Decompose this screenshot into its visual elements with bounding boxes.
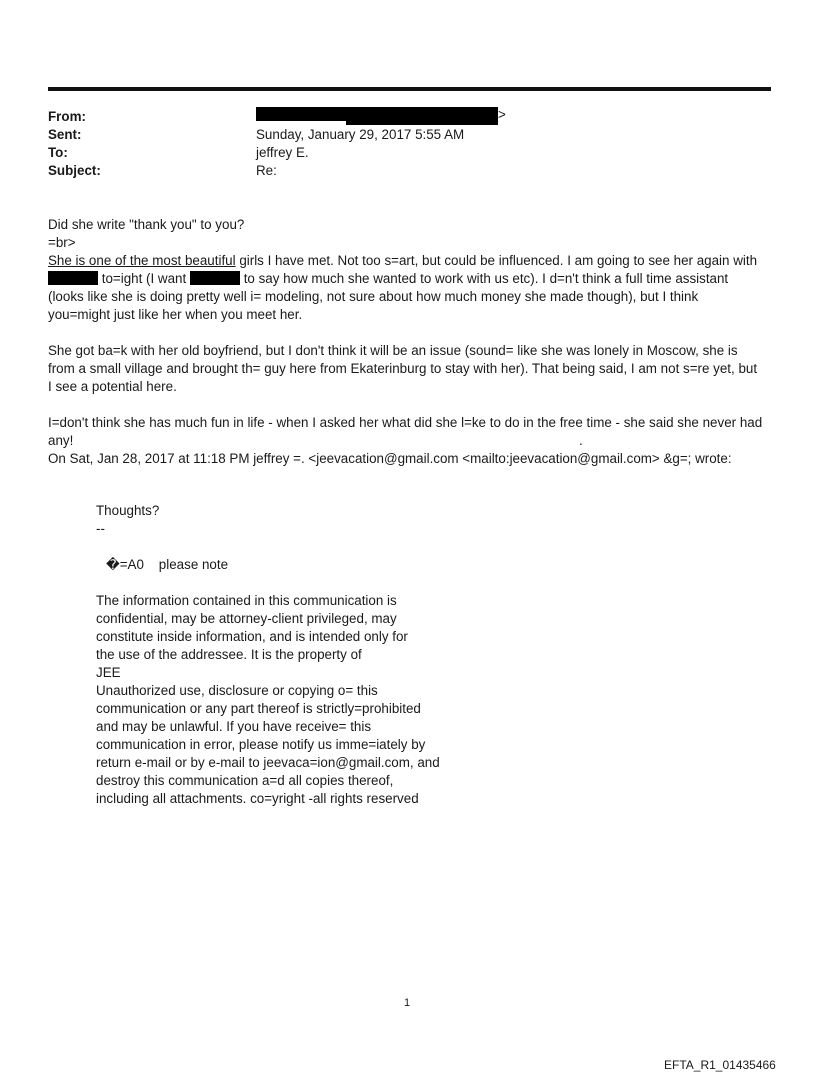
disclaimer-line: communication or any part thereof is strictly=prohibited — [96, 701, 421, 716]
subject-label: Subject: — [48, 163, 101, 178]
body-line: you=might just like her when you meet her. — [48, 307, 303, 322]
disclaimer-line: The information contained in this communication is — [96, 593, 397, 608]
bates-number: EFTA_R1_01435466 — [664, 1058, 776, 1072]
disclaimer-line: constitute inside information, and is intended only for — [96, 629, 408, 644]
to-value: jeffrey E. — [256, 145, 309, 160]
disclaimer-line: JEE — [96, 665, 121, 680]
body-line: She got ba=k with her old boyfriend, but I don't think it will be an issue (sound= like she was lonely in Moscow, she is — [48, 343, 738, 358]
body-text: to say how much she wanted to work with us etc). I d=n't think a full time assistant — [243, 271, 729, 286]
email-body — [48, 216, 774, 468]
redaction-box — [346, 107, 498, 125]
redaction-box — [48, 271, 98, 285]
quoted-line: Thoughts? — [96, 503, 160, 518]
sent-label: Sent: — [48, 127, 82, 142]
from-value — [256, 106, 506, 125]
body-line-rest: girls I have met. Not too s=art, but could be influenced. I am going to see her again with — [235, 253, 758, 268]
body-text: any! — [48, 433, 74, 448]
sent-value: Sunday, January 29, 2017 5:55 AM — [256, 127, 465, 142]
disclaimer-line: confidential, may be attorney-client privileged, may — [96, 611, 397, 626]
body-text: . — [579, 433, 583, 448]
disclaimer-line: destroy this communication a=d all copies thereof, — [96, 773, 394, 788]
subject-value: Re: — [256, 163, 277, 178]
disclaimer-line: Unauthorized use, disclosure or copying o= this — [96, 683, 378, 698]
redaction-box — [190, 271, 240, 285]
reply-attribution: On Sat, Jan 28, 2017 at 11:18 PM jeffrey =. <jeevacation@gmail.com <mailto:jeevacation@gmail.com> &g=; wrote: — [48, 451, 732, 466]
body-line: I=don't think she has much fun in life - when I asked her what did she l=ke to do in the free time - she said she never had — [48, 415, 763, 430]
redaction-box — [256, 107, 346, 121]
body-line: I see a potential here. — [48, 379, 177, 394]
disclaimer-line: and may be unlawful. If you have receive= this — [96, 719, 372, 734]
underlined-text: She is one of the most beautiful — [48, 253, 236, 268]
body-line — [48, 432, 774, 450]
body-line: (looks like she is doing pretty well i= modeling, not sure about how much money she made though), but I think — [48, 289, 699, 304]
disclaimer-line: including all attachments. co=yright -all rights reserved — [96, 791, 419, 806]
disclaimer-line: the use of the addressee. It is the property of — [96, 647, 362, 662]
quoted-line: �=A0 please note — [106, 557, 229, 572]
body-line — [48, 270, 774, 288]
body-line — [48, 252, 774, 270]
header-rule — [48, 87, 771, 91]
body-line: Did she write "thank you" to you? — [48, 217, 245, 232]
from-tail: > — [498, 107, 506, 122]
body-line: from a small village and brought th= guy here from Ekaterinburg to stay with her). That being said, I am not s=re yet, but — [48, 361, 758, 376]
from-label: From: — [48, 109, 86, 124]
body-line: =br> — [48, 235, 76, 250]
body-text: to=ight (I want — [101, 271, 187, 286]
disclaimer-line: return e-mail or by e-mail to jeevaca=ion@gmail.com, and — [96, 755, 440, 770]
quoted-line: -- — [96, 521, 105, 536]
quoted-message — [96, 502, 496, 808]
disclaimer-line: communication in error, please notify us imme=iately by — [96, 737, 426, 752]
to-label: To: — [48, 145, 68, 160]
page-number: 1 — [404, 997, 411, 1009]
